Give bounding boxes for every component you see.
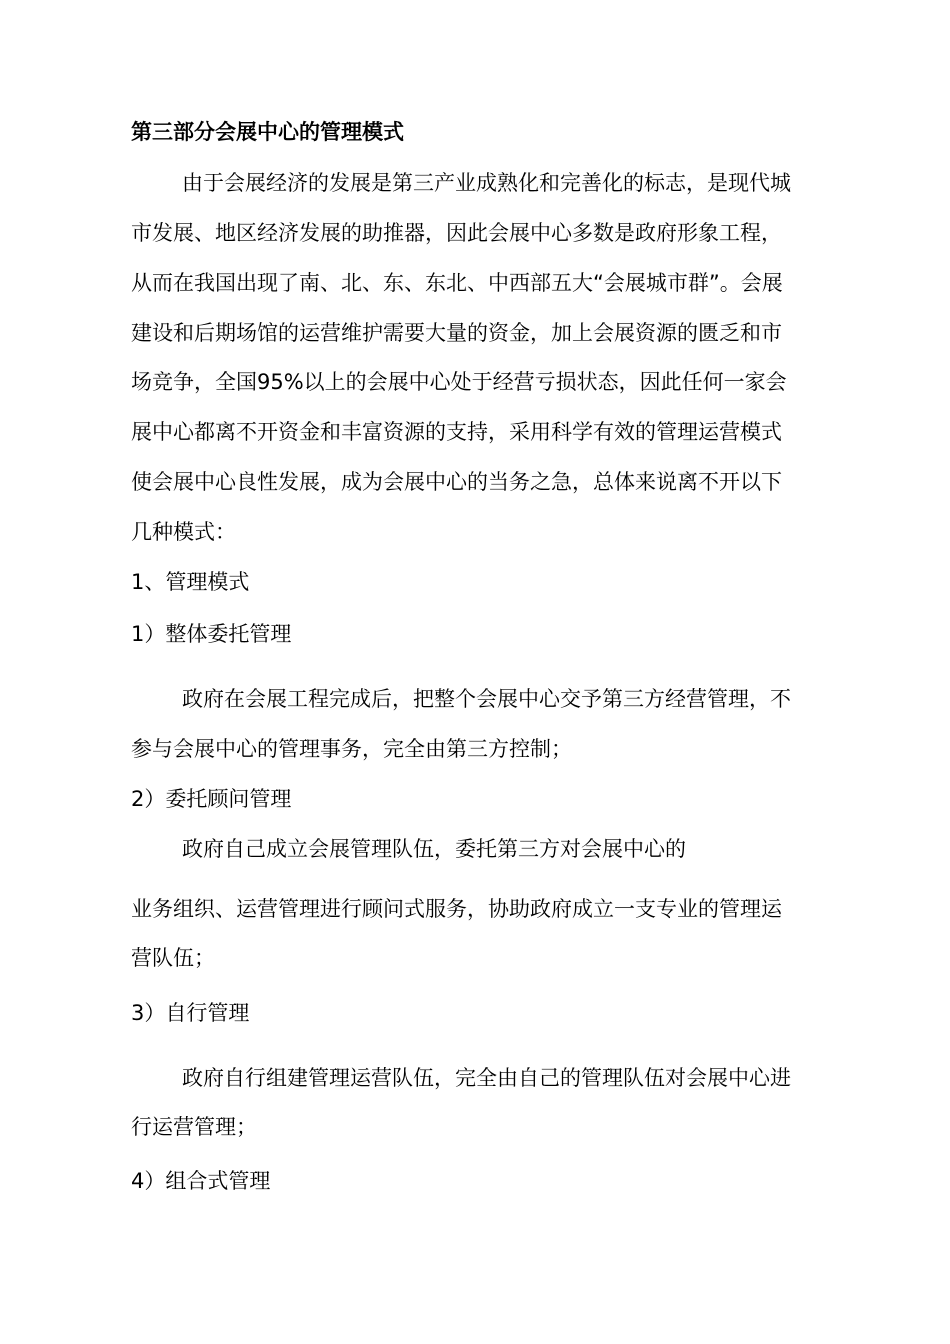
- item-2-line-2: 业务组织、运营管理进行顾问式服务，协助政府成立一支专业的管理运: [131, 897, 782, 921]
- item-3-line-2: 行运营管理；: [131, 1115, 257, 1139]
- intro-line-1: 由于会展经济的发展是第三产业成熟化和完善化的标志，是现代城: [182, 171, 791, 195]
- intro-line-8: 几种模式：: [131, 520, 236, 544]
- intro-line-3: 从而在我国出现了南、北、东、东北、中西部五大“会展城市群”。会展: [131, 271, 783, 295]
- item-1-heading: 1）整体委托管理: [131, 622, 292, 646]
- item-1-line-1: 政府在会展工程完成后，把整个会展中心交予第三方经营管理，不: [182, 687, 791, 711]
- intro-line-6: 展中心都离不开资金和丰富资源的支持，采用科学有效的管理运营模式: [131, 420, 782, 444]
- item-2-line-1: 政府自己成立会展管理队伍，委托第三方对会展中心的: [182, 837, 686, 861]
- section-heading: 1、管理模式: [131, 570, 250, 594]
- intro-line-5: 场竞争，全国95%以上的会展中心处于经营亏损状态，因此任何一家会: [131, 370, 787, 394]
- item-3-line-1: 政府自行组建管理运营队伍，完全由自己的管理队伍对会展中心进: [182, 1066, 791, 1090]
- page-title: 第三部分会展中心的管理模式: [131, 120, 404, 144]
- item-3-heading: 3）自行管理: [131, 1001, 250, 1025]
- item-2-heading: 2）委托顾问管理: [131, 787, 292, 811]
- intro-line-7: 使会展中心良性发展，成为会展中心的当务之急，总体来说离不开以下: [131, 470, 782, 494]
- item-2-line-3: 营队伍；: [131, 946, 215, 970]
- intro-line-2: 市发展、地区经济发展的助推器，因此会展中心多数是政府形象工程，: [131, 221, 782, 245]
- item-1-line-2: 参与会展中心的管理事务，完全由第三方控制；: [131, 737, 572, 761]
- intro-line-4: 建设和后期场馆的运营维护需要大量的资金，加上会展资源的匮乏和市: [131, 321, 782, 345]
- item-4-heading: 4）组合式管理: [131, 1169, 271, 1193]
